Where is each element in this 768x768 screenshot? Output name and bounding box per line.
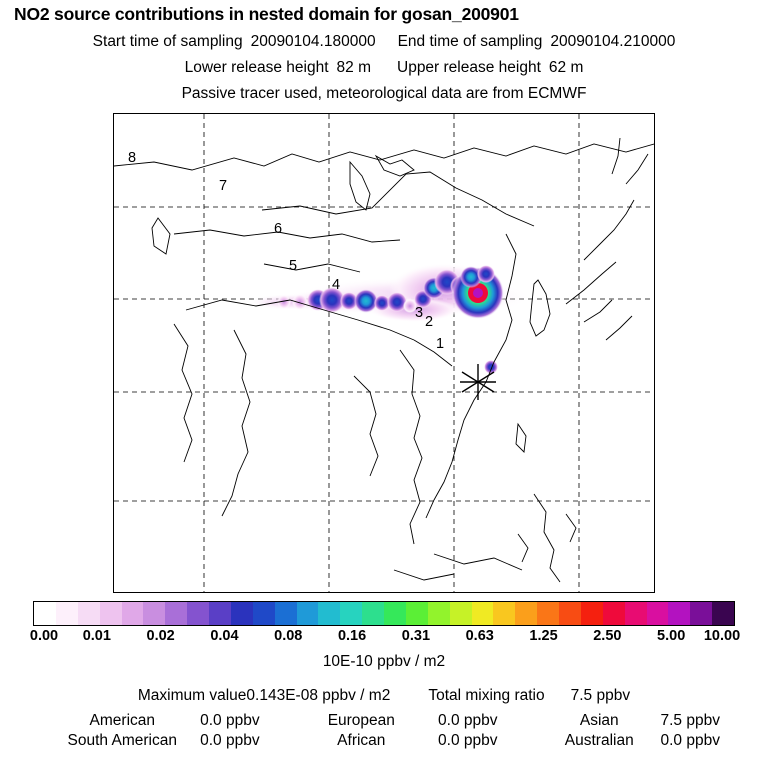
max-value-label: Maximum value	[137, 687, 247, 704]
colorbar	[33, 601, 735, 626]
colorbar-tick-label: 0.31	[401, 628, 431, 644]
end-time-value: 20090104.210000	[550, 33, 676, 50]
colorbar-tick-label: 5.00	[657, 628, 686, 644]
colorbar-swatch-21	[493, 602, 515, 625]
tracer-note: Passive tracer used, meteorological data are from ECMWF	[181, 85, 587, 102]
colorbar-swatch-25	[581, 602, 603, 625]
total-ratio-label: Total mixing ratio	[428, 687, 545, 704]
colorbar-swatch-1	[56, 602, 78, 625]
colorbar-swatch-3	[100, 602, 122, 625]
lower-release-label: Lower release height	[184, 59, 329, 76]
colorbar-swatch-19	[450, 602, 472, 625]
colorbar-swatch-12	[297, 602, 319, 625]
plume-field	[249, 263, 534, 374]
colorbar-tick-label: 1.25	[529, 628, 558, 644]
colorbar-swatch-14	[340, 602, 362, 625]
colorbar-tick-label: 0.01	[82, 628, 111, 644]
colorbar-swatch-23	[537, 602, 559, 625]
table-row	[60, 711, 720, 731]
colorbar-swatch-9	[231, 602, 253, 625]
colorbar-tick-label: 0.16	[337, 628, 367, 644]
colorbar-tick-label: 0.00	[29, 628, 59, 644]
contrib-name-african: African	[337, 732, 386, 749]
colorbar-swatch-27	[625, 602, 647, 625]
colorbar-swatch-2	[78, 602, 100, 625]
colorbar-swatch-30	[690, 602, 712, 625]
contrib-value-asian: 7.5 ppbv	[660, 712, 720, 729]
map-svg	[114, 114, 654, 592]
contrib-value-australian: 0.0 ppbv	[660, 732, 720, 749]
colorbar-swatch-29	[668, 602, 690, 625]
contrib-name-american: American	[89, 712, 155, 729]
contour-label-7: 7	[219, 178, 228, 194]
table-row	[60, 731, 720, 751]
page-title: NO2 source contributions in nested domain for gosan_200901	[14, 4, 519, 24]
spacer-cell	[513, 731, 538, 751]
colorbar-swatch-13	[318, 602, 340, 625]
colorbar-tick-label: 2.50	[593, 628, 622, 644]
max-value-value: 0.143E-08 ppbv / m2	[246, 687, 391, 704]
colorbar-tick-label: 0.04	[210, 628, 239, 644]
contrib-name-australian: Australian	[564, 732, 634, 749]
colorbar-swatch-7	[187, 602, 209, 625]
colorbar-swatch-5	[143, 602, 165, 625]
colorbar-swatch-16	[384, 602, 406, 625]
colorbar-swatch-11	[275, 602, 297, 625]
colorbar-swatch-6	[165, 602, 187, 625]
total-ratio-value: 7.5 ppbv	[570, 687, 631, 704]
contour-label-4: 4	[332, 277, 341, 293]
sampling-time-line	[0, 33, 768, 51]
spacer-cell	[275, 731, 300, 751]
colorbar-swatch-20	[472, 602, 494, 625]
colorbar-unit-label: 10E-10 ppbv / m2	[322, 653, 446, 670]
footer-summary	[0, 687, 768, 705]
contrib-name-south-american: South American	[67, 732, 177, 749]
colorbar-tick-label: 0.08	[274, 628, 303, 644]
graticule	[114, 114, 654, 592]
contour-label-1: 1	[436, 336, 445, 352]
colorbar-swatch-10	[253, 602, 275, 625]
colorbar-tick-label: 0.02	[146, 628, 175, 644]
spacer-cell	[275, 711, 300, 731]
contour-label-2: 2	[425, 314, 434, 330]
end-time-label: End time of sampling	[397, 33, 543, 50]
map-panel	[113, 113, 655, 593]
contour-label-8: 8	[128, 150, 137, 166]
colorbar-swatch-0	[34, 602, 56, 625]
coastlines	[114, 138, 654, 582]
start-time-value: 20090104.180000	[250, 33, 376, 50]
lower-release-value: 82 m	[336, 59, 371, 76]
colorbar-tick-label: 10.00	[703, 628, 741, 644]
contribution-table	[60, 711, 720, 751]
colorbar-swatch-17	[406, 602, 428, 625]
colorbar-ticks	[0, 628, 768, 646]
contour-label-6: 6	[274, 221, 283, 237]
contour-label-3: 3	[415, 305, 424, 321]
colorbar-swatch-18	[428, 602, 450, 625]
upper-release-value: 62 m	[548, 59, 584, 76]
colorbar-swatch-26	[603, 602, 625, 625]
contour-label-5: 5	[289, 258, 298, 274]
contrib-value-european: 0.0 ppbv	[438, 712, 498, 729]
contrib-value-african: 0.0 ppbv	[438, 732, 498, 749]
release-height-line	[0, 59, 768, 77]
contrib-value-south-american: 0.0 ppbv	[200, 732, 260, 749]
colorbar-swatch-31	[712, 602, 734, 625]
colorbar-swatch-8	[209, 602, 231, 625]
contrib-name-asian: Asian	[579, 712, 619, 729]
contrib-value-american: 0.0 ppbv	[200, 712, 260, 729]
colorbar-swatch-15	[362, 602, 384, 625]
colorbar-swatch-24	[559, 602, 581, 625]
colorbar-swatch-28	[647, 602, 669, 625]
start-time-label: Start time of sampling	[92, 33, 243, 50]
upper-release-label: Upper release height	[397, 59, 541, 76]
colorbar-swatch-4	[122, 602, 144, 625]
spacer-cell	[513, 711, 538, 731]
colorbar-tick-label: 0.63	[465, 628, 494, 644]
contrib-name-european: European	[327, 712, 395, 729]
colorbar-swatch-22	[515, 602, 537, 625]
